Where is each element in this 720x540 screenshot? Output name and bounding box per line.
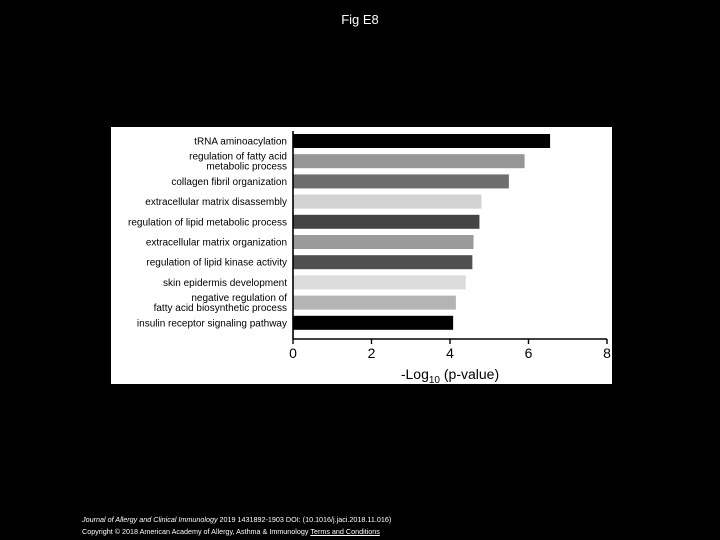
figure-panel bbox=[111, 127, 612, 384]
slide-title: Fig E8 bbox=[341, 12, 379, 27]
category-label: negative regulation of bbox=[191, 293, 287, 305]
x-tick-label: 6 bbox=[524, 345, 533, 361]
category-label: insulin receptor signaling pathway bbox=[136, 318, 287, 330]
x-axis-label-suffix: (p-value) bbox=[440, 366, 500, 382]
copyright-line bbox=[82, 526, 391, 538]
x-tick-label: 8 bbox=[603, 345, 611, 361]
bar bbox=[293, 235, 474, 249]
bar bbox=[293, 316, 453, 330]
terms-and-conditions-link[interactable]: Terms and Conditions bbox=[310, 527, 380, 536]
bar-chart bbox=[111, 127, 612, 384]
bar bbox=[293, 195, 481, 209]
category-label: regulation of fatty acid bbox=[189, 151, 287, 163]
bar bbox=[293, 154, 525, 168]
footer bbox=[82, 514, 391, 538]
category-label: tRNA aminoacylation bbox=[194, 136, 287, 148]
bar bbox=[293, 275, 466, 289]
category-label: fatty acid biosynthetic process bbox=[153, 303, 287, 315]
category-label: extracellular matrix disassembly bbox=[145, 197, 287, 209]
x-axis-label-prefix: -Log bbox=[400, 366, 429, 382]
x-tick-label: 2 bbox=[367, 345, 376, 361]
x-tick-label: 0 bbox=[289, 345, 297, 361]
bar bbox=[293, 255, 472, 269]
category-label: extracellular matrix organization bbox=[145, 237, 287, 249]
category-label: metabolic process bbox=[206, 161, 287, 173]
citation-line bbox=[82, 514, 391, 526]
bar bbox=[293, 215, 479, 229]
category-label: regulation of lipid kinase activity bbox=[146, 257, 287, 269]
x-axis-label bbox=[401, 366, 499, 384]
copyright-text: Copyright © 2018 American Academy of Allergy, Asthma & Immunology bbox=[82, 527, 309, 536]
category-label: collagen fibril organization bbox=[171, 176, 287, 188]
x-axis-label-subscript: 10 bbox=[428, 375, 441, 384]
bar bbox=[293, 296, 456, 310]
category-label: regulation of lipid metabolic process bbox=[128, 217, 287, 229]
journal-name: Journal of Allergy and Clinical Immunology bbox=[82, 515, 218, 524]
bar bbox=[293, 134, 550, 148]
x-tick-label: 4 bbox=[446, 345, 454, 361]
citation-text: 2019 1431892-1903 DOI: (10.1016/j.jaci.2018.11.016) bbox=[217, 515, 392, 524]
bar bbox=[293, 174, 509, 188]
category-label: skin epidermis development bbox=[163, 277, 287, 289]
